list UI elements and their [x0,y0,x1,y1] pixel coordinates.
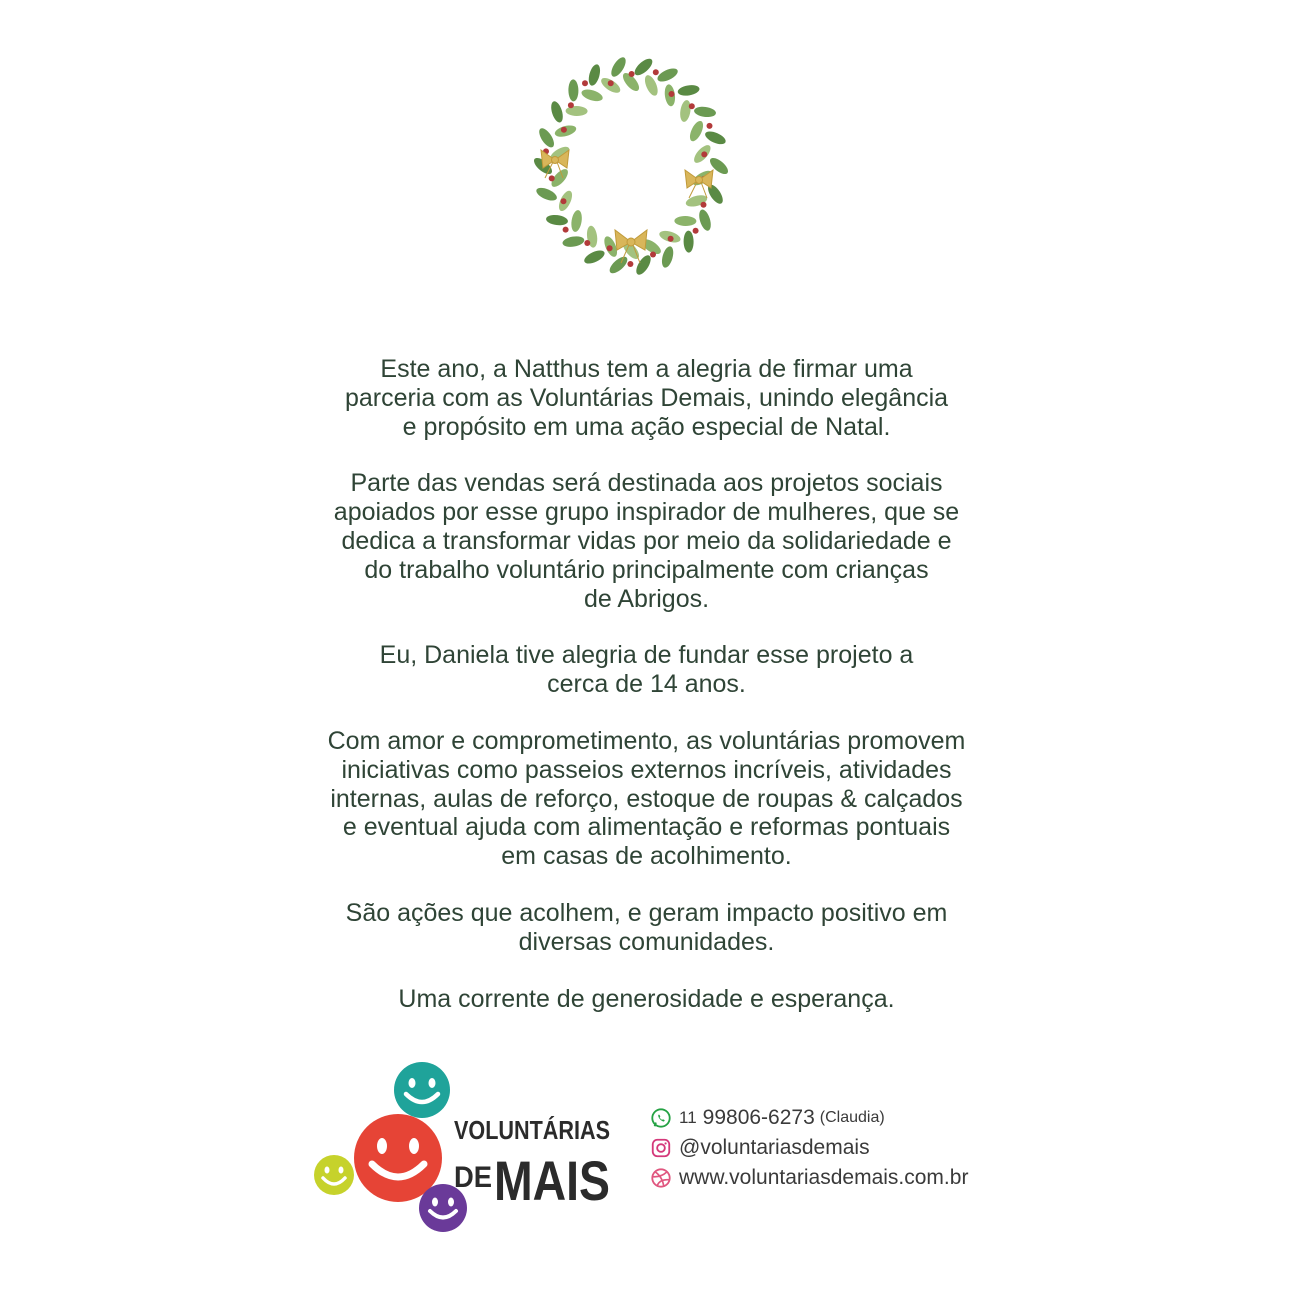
wreath-berry [693,228,699,234]
wreath-leaf [656,66,680,84]
wreath-berry [689,103,695,109]
wreath-leaf [683,231,693,253]
logo-graphic [308,1060,618,1238]
wreath-berry [669,91,675,97]
wreath-berry [568,102,574,108]
logo-word-voluntarias: VOLUNTÁRIAS [454,1115,610,1145]
wreath-leaf [562,235,585,248]
wreath-berry [668,236,674,242]
wreath-berry [701,202,707,208]
announcement-text [240,355,1053,1041]
voluntarias-demais-logo [308,1060,618,1238]
wreath-leaf [697,208,713,232]
phone-contact-name: (Claudia) [819,1109,885,1126]
dribbble-globe-icon [650,1167,672,1189]
wreath-leaf [674,216,696,226]
logo-word-mais: MAIS [494,1149,610,1212]
wreath-berry [608,80,614,86]
wreath-leaf [679,99,692,122]
wreath-berry [707,123,713,129]
wreath-leaf [660,245,676,269]
wreath-berry [561,198,567,204]
smiley-lime-icon [314,1155,354,1195]
bow-bottom [615,230,647,263]
wreath-berry [563,227,569,233]
paragraph-initiatives: Com amor e comprometimento, as voluntárias promovem iniciativas como passeios externos incríveis, atividades internas, aulas de reforço, estoque de roupas & calçados e eventual ajuda com alimentação e reformas pontuais em casas de acolhimento. [327,726,966,871]
wreath-leaf [693,106,716,119]
contact-phone [650,1103,1050,1133]
paragraph-sales: Parte das vendas será destinada aos projetos sociais apoiados por esse grupo inspirador de mulheres, que se dedica a transformar vidas por meio da solidariedade e do trabalho voluntário principalmente com crianças de Abrigos. [333,469,960,613]
logo-word-de: DE [454,1161,492,1194]
smiley-teal-icon [394,1062,450,1118]
wreath-leaf [535,185,559,203]
wreath-leaf [687,119,705,143]
website-link[interactable]: www.voluntariasdemais.com.br [679,1166,969,1189]
phone-prefix: 11 [679,1108,697,1127]
wreath-berry [653,69,659,75]
paragraph-founder: Eu, Daniela tive alegria de fundar esse projeto a cerca de 14 anos. [379,641,914,699]
wreath-leaf [549,100,565,124]
wreath-graphic [527,62,745,280]
wreath-leaf [536,126,557,150]
wreath-berry [701,151,707,157]
wreath-berry [629,71,635,77]
wreath-berry [584,240,590,246]
wreath-leaf [703,129,727,147]
wreath-leaf [632,56,655,78]
phone-number[interactable]: 99806-6273 [702,1106,815,1129]
instagram-icon [650,1137,672,1159]
wreath-berry [582,80,588,86]
wreath-leaf [677,84,700,97]
whatsapp-icon [650,1107,672,1129]
wreath-leaf [545,214,568,227]
wreath-berry [549,175,555,181]
wreath-leaf [642,73,660,97]
wreath-berry [607,245,613,251]
paragraph-impact: São ações que acolhem, e geram impacto positivo em diversas comunidades. [345,898,948,956]
paragraph-closing: Uma corrente de generosidade e esperança. [398,984,895,1013]
wreath-berry [561,127,567,133]
paragraph-partnership: Este ano, a Natthus tem a alegria de firmar uma parceria com as Voluntárias Demais, unindo elegância e propósito em uma ação especial de Natal. [344,355,949,441]
wreath-leaf [580,87,604,103]
contact-info [650,1103,1050,1193]
contact-website [650,1163,1050,1193]
contact-instagram [650,1133,1050,1163]
wreath-leaf [568,79,578,101]
wreath-leaf [587,63,603,87]
wreath-berry [650,252,656,258]
wreath-berry [627,261,633,267]
wreath-leaf [607,254,630,276]
christmas-wreath-illustration [527,62,745,280]
instagram-handle[interactable]: @voluntariasdemais [679,1136,870,1159]
wreath-leaf [582,248,606,266]
wreath-leaf [570,209,583,232]
